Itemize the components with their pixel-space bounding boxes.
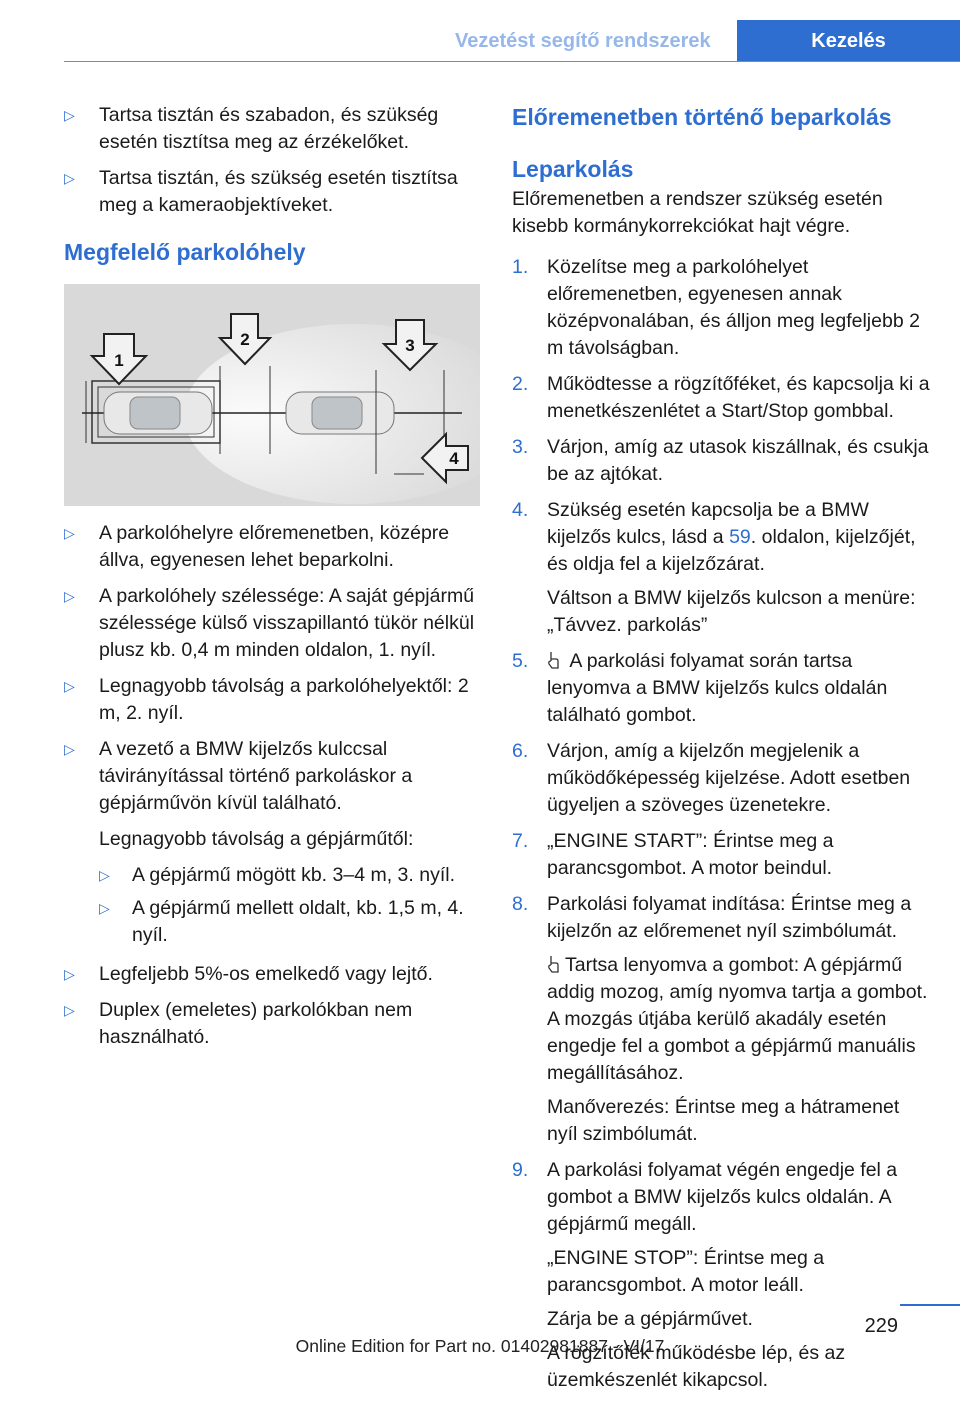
step-item bbox=[512, 254, 930, 362]
step-number: 3. bbox=[512, 436, 529, 458]
step-item bbox=[512, 1157, 930, 1238]
sub-list-item: ▷ A gépjármű mögött kb. 3–4 m, 3. nyíl. bbox=[99, 862, 480, 889]
sub-list-item: ▷ A gépjármű mellett oldalt, kb. 1,5 m, 4. nyíl. bbox=[99, 895, 480, 949]
step-text: . oldalon, kijelzőjét, és oldja fel a kijelzőzárat. bbox=[547, 526, 916, 575]
step-note: „ENGINE STOP”: Érintse meg a parancsgombot. A motor leáll. bbox=[547, 1247, 825, 1296]
section-heading: Megfelelő parkolóhely bbox=[64, 239, 306, 265]
hand-press-icon bbox=[547, 651, 561, 669]
step-note: Manőverezés: Érintse meg a hátramenet nyíl szimbólumát. bbox=[547, 1096, 900, 1145]
step-text: Várjon, amíg a kijelzőn megjelenik a működőképesség kijelzése. Adott esetben ügyeljen a szöveges üzenetekre. bbox=[547, 740, 911, 816]
right-column bbox=[512, 102, 930, 1403]
step-note: A rögzítőfék működésbe lép, és az üzemkészenlét kikapcsol. bbox=[547, 1342, 846, 1391]
sub-list bbox=[64, 862, 480, 949]
list-item: ▷ Tartsa tisztán és szabadon, és szükség esetén tisztítsa meg az érzékelőket. bbox=[64, 102, 480, 156]
edition-footer: Online Edition for Part no. 01402981887 - VI/17 bbox=[295, 1336, 665, 1356]
step-number: 6. bbox=[512, 740, 529, 762]
arrow-4-label: 4 bbox=[449, 449, 459, 468]
list-item: ▷ Legfeljebb 5%-os emelkedő vagy lejtő. bbox=[64, 961, 480, 988]
step-number: 9. bbox=[512, 1159, 529, 1181]
step-item bbox=[512, 738, 930, 819]
step-item bbox=[512, 891, 930, 945]
step-text: Közelítse meg a parkolóhelyet előremenetben, egyenesen annak középvonalában, és álljon meg legfeljebb 2 m távolságban. bbox=[547, 256, 920, 359]
distance-intro: Legnagyobb távolság a gépjárműtől: bbox=[99, 828, 414, 850]
step-item bbox=[512, 371, 930, 425]
step-note bbox=[512, 952, 930, 1087]
subsection-heading: Leparkolás bbox=[512, 156, 634, 182]
step-number: 7. bbox=[512, 830, 529, 852]
list-item: ▷ Tartsa tisztán, és szükség esetén tisztítsa meg a kameraobjektíveket. bbox=[64, 165, 480, 219]
step-text: Szükség esetén kapcsolja be a BMW kijelzős kulcs, lásd a bbox=[547, 499, 869, 548]
list-item: ▷ Duplex (emeletes) parkolókban nem használható. bbox=[64, 997, 480, 1051]
parking-space-figure bbox=[64, 284, 480, 506]
page-number: 229 bbox=[864, 1315, 898, 1337]
step-number: 4. bbox=[512, 499, 529, 521]
step-note: Zárja be a gépjárművet. bbox=[547, 1308, 753, 1330]
step-note: Váltson a BMW kijelzős kulcson a menüre: „Távvez. parkolás” bbox=[547, 587, 916, 636]
section-heading: Előremenetben történő beparkolás bbox=[512, 104, 892, 130]
list-item: ▷ A vezető a BMW kijelzős kulccsal távirányítással történő parkoláskor a gépjárművön kívül található. bbox=[64, 736, 480, 817]
step-item bbox=[512, 648, 930, 729]
arrow-2-label: 2 bbox=[240, 330, 250, 349]
page-reference-link[interactable]: 59 bbox=[729, 526, 751, 548]
list-item: ▷ A parkolóhelyre előremenetben, középre állva, egyenesen lehet beparkolni. bbox=[64, 520, 480, 574]
list-item: ▷ Legnagyobb távolság a parkolóhelyektől: 2 m, 2. nyíl. bbox=[64, 673, 480, 727]
step-number: 2. bbox=[512, 373, 529, 395]
step-item bbox=[512, 434, 930, 488]
intro-paragraph: Előremenetben a rendszer szükség esetén kisebb kormánykorrekciókat hajt végre. bbox=[512, 188, 883, 237]
arrow-3-label: 3 bbox=[405, 336, 415, 355]
step-number: 1. bbox=[512, 256, 529, 278]
step-text: Működtesse a rögzítőféket, és kapcsolja ki a menetkészenlétet a Start/Stop gombbal. bbox=[547, 373, 930, 422]
footer-rule bbox=[900, 1304, 960, 1306]
left-column bbox=[64, 102, 480, 1060]
hand-press-icon bbox=[547, 955, 561, 973]
running-header-section: Vezetést segítő rendszerek bbox=[455, 30, 711, 52]
step-note-text: Tartsa lenyomva a gombot: A gépjármű addig mozog, amíg nyomva tartja a gombot. A mozgás útjába kerülő akadály esetén engedje fel a gombot a gépjármű manuális megállításához. bbox=[547, 954, 928, 1084]
step-text: A parkolási folyamat során tartsa lenyomva a BMW kijelzős kulcs oldalán található gombot. bbox=[547, 650, 888, 726]
step-item bbox=[512, 497, 930, 578]
step-item bbox=[512, 828, 930, 882]
header-rule bbox=[64, 61, 960, 62]
list-item: ▷ A parkolóhely szélessége: A saját gépjármű szélessége külső visszapillantó tükör nélkül plusz kb. 0,4 m minden oldalon, 1. nyíl. bbox=[64, 583, 480, 664]
step-number: 5. bbox=[512, 650, 529, 672]
step-number: 8. bbox=[512, 893, 529, 915]
running-header-tab: Kezelés bbox=[737, 20, 960, 62]
step-text: Várjon, amíg az utasok kiszállnak, és csukja be az ajtókat. bbox=[547, 436, 929, 485]
approaching-car bbox=[286, 392, 394, 434]
step-text: „ENGINE START”: Érintse meg a parancsgombot. A motor beindul. bbox=[547, 830, 834, 879]
step-text: Parkolási folyamat indítása: Érintse meg a kijelzőn az előremenet nyíl szimbólumát. bbox=[547, 893, 912, 942]
parked-car bbox=[104, 392, 212, 434]
arrow-1-label: 1 bbox=[114, 351, 124, 370]
step-text: A parkolási folyamat végén engedje fel a gombot a BMW kijelzős kulcs oldalán. A gépjármű megáll. bbox=[547, 1159, 898, 1235]
